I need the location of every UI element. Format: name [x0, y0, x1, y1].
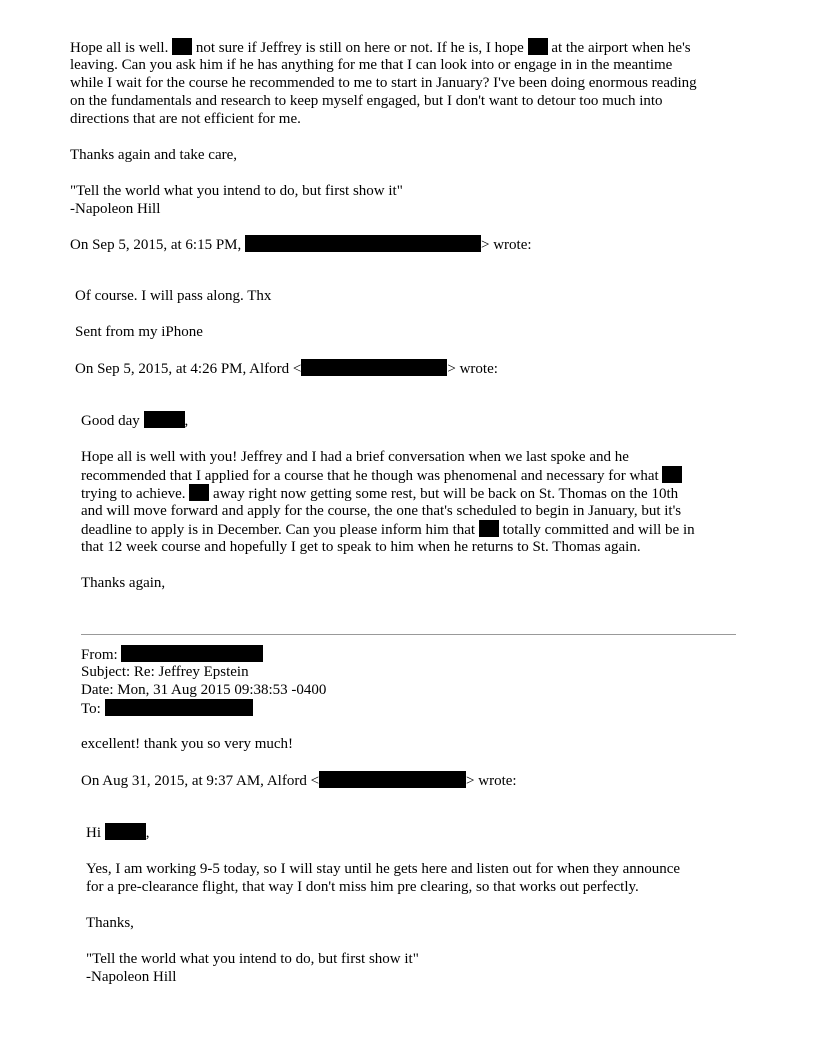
message-sep5-line-2: recommended that I applied for a course that he though was phenomenal and necessary for what: [81, 466, 682, 485]
redaction-block: [105, 699, 253, 716]
forwarded-to: To:: [81, 699, 253, 718]
message-aug31-line-1: Yes, I am working 9-5 today, so I will stay until he gets here and listen out for when they announce: [86, 861, 681, 877]
message-sep5-thanks: Thanks again,: [81, 575, 166, 591]
top-message-line-5: directions that are not efficient for me.: [70, 111, 301, 127]
reply-sep5-line: Of course. I will pass along. Thx: [75, 288, 272, 304]
redaction-block: [189, 484, 209, 501]
message-sep5-line-5: deadline to apply is in December. Can you please inform him that totally committed and will be in: [81, 522, 695, 538]
top-message-line-2: leaving. Can you ask him if he has anything for me that I can look into or engage in in the meantime: [70, 57, 673, 73]
forwarded-from: From:: [81, 645, 263, 664]
message-sep5-line-4: and will move forward and apply for the course, the one that's scheduled to begin in January, but it's: [81, 503, 682, 519]
redaction-block: [479, 520, 499, 537]
redaction-block: [172, 38, 192, 55]
reply-header-sep5-615: On Sep 5, 2015, at 6:15 PM, > wrote:: [70, 237, 532, 253]
redaction-block: [319, 771, 466, 788]
signature-quote-author: -Napoleon Hill: [86, 969, 177, 985]
forwarded-subject: Subject: Re: Jeffrey Epstein: [81, 664, 249, 680]
redaction-block: [662, 466, 682, 483]
redaction-block: [528, 38, 548, 55]
redaction-block: [245, 235, 481, 252]
redaction-block: [121, 645, 263, 662]
redaction-block: [301, 359, 447, 376]
signature-quote: "Tell the world what you intend to do, but first show it": [70, 183, 403, 199]
forwarded-date: Date: Mon, 31 Aug 2015 09:38:53 -0400: [81, 682, 327, 698]
message-sep5-line-6: that 12 week course and hopefully I get to speak to him when he returns to St. Thomas again.: [81, 539, 641, 555]
message-sep5-line-3: trying to achieve. away right now getting some rest, but will be back on St. Thomas on the 10th: [81, 486, 679, 502]
top-message-line-3: while I wait for the course he recommended to me to start in January? I've been doing enormous reading: [70, 75, 697, 91]
top-message-line-1: Hope all is well. not sure if Jeffrey is still on here or not. If he is, I hope at the airport when he's: [70, 40, 691, 56]
reply-aug31-line: excellent! thank you so very much!: [81, 736, 294, 752]
message-aug31-greeting: Hi ,: [86, 825, 150, 841]
message-divider: [81, 634, 736, 635]
signature-quote-author: -Napoleon Hill: [70, 201, 161, 217]
reply-sep5-signature: Sent from my iPhone: [75, 324, 203, 340]
reply-header-sep5-426: On Sep 5, 2015, at 4:26 PM, Alford < > wrote:: [75, 361, 498, 377]
message-aug31-thanks: Thanks,: [86, 915, 134, 931]
redaction-block: [144, 411, 185, 428]
message-aug31-line-2: for a pre-clearance flight, that way I don't miss him pre clearing, so that works out perfectly.: [86, 879, 639, 895]
reply-header-aug31: On Aug 31, 2015, at 9:37 AM, Alford < > wrote:: [81, 773, 517, 789]
message-sep5-line-1: Hope all is well with you! Jeffrey and I had a brief conversation when we last spoke and he: [81, 449, 629, 465]
signature-quote: "Tell the world what you intend to do, but first show it": [86, 951, 419, 967]
message-sep5-greeting: Good day ,: [81, 413, 189, 429]
redaction-block: [105, 823, 146, 840]
top-message-thanks: Thanks again and take care,: [70, 147, 237, 163]
top-message-line-4: on the fundamentals and research to keep myself engaged, but I don't want to detour too much into: [70, 93, 663, 109]
